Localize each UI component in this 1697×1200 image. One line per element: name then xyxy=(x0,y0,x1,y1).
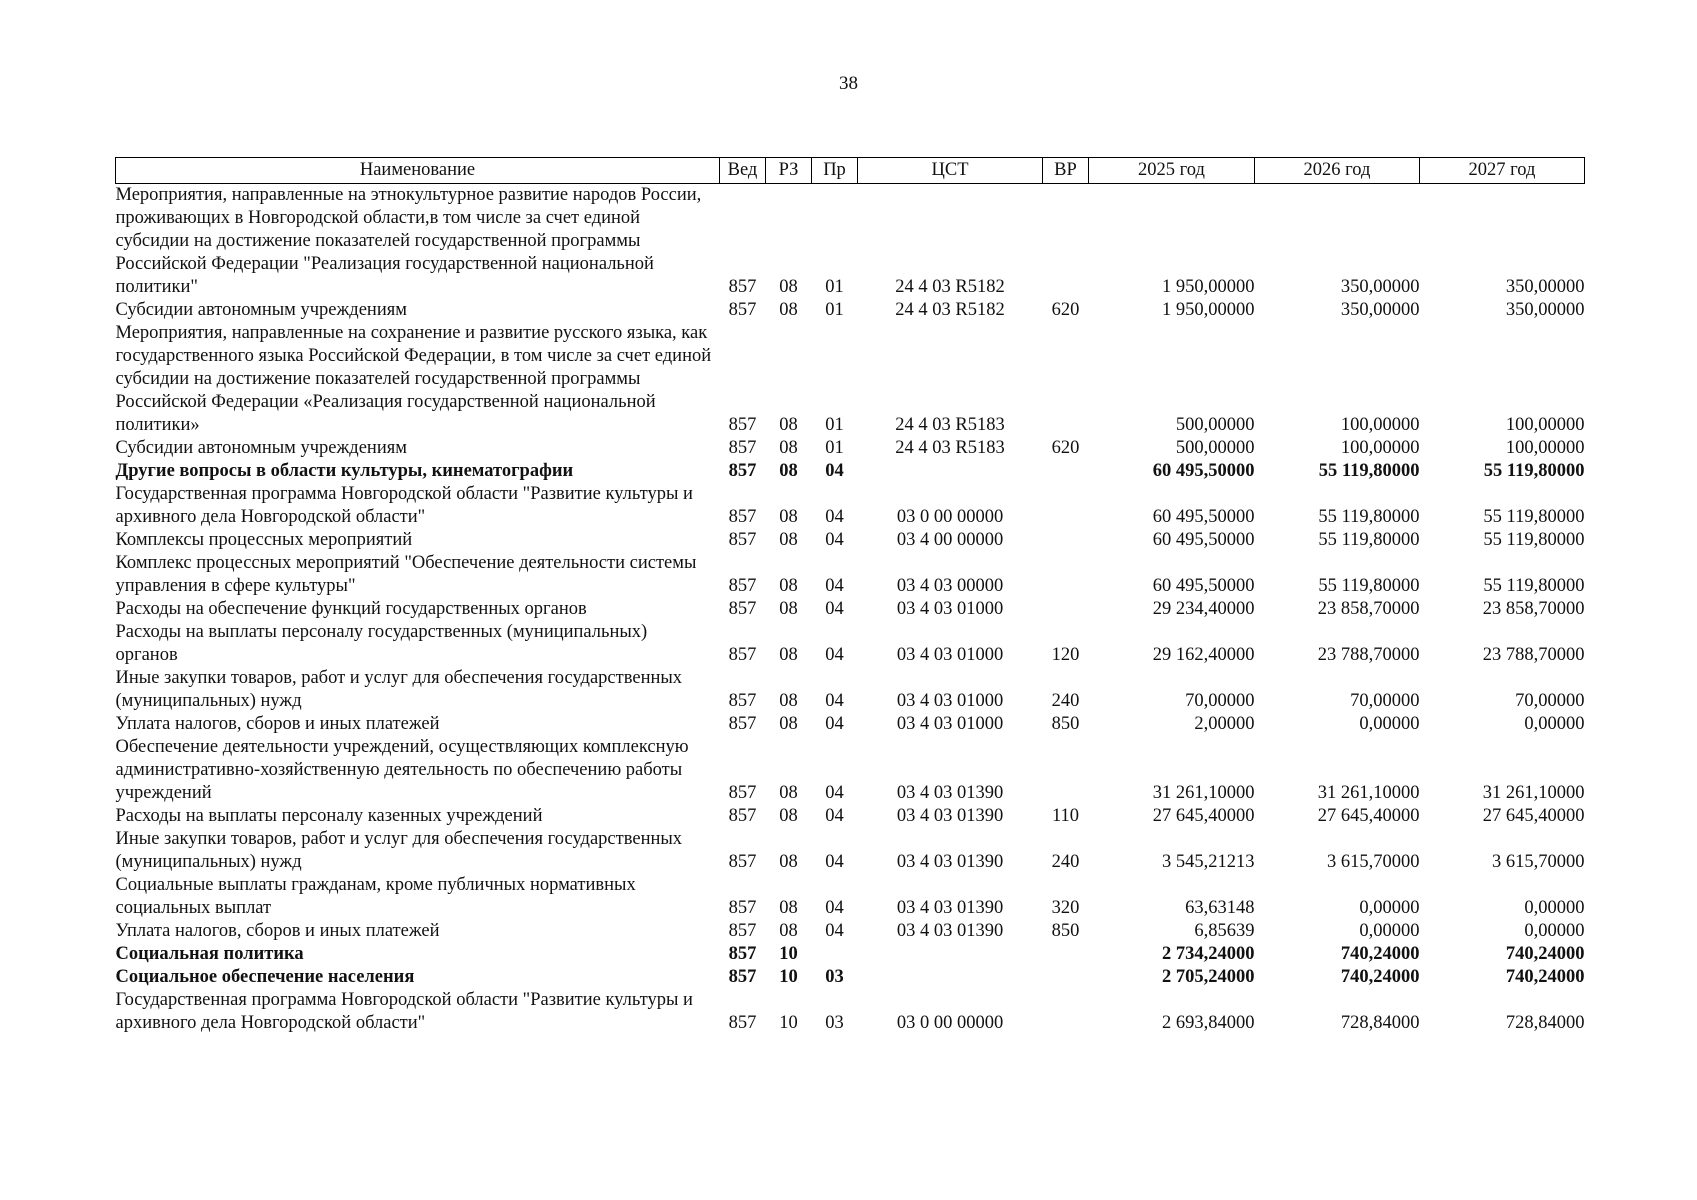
row-2025: 2 705,24000 xyxy=(1162,967,1255,987)
row-vr: 110 xyxy=(1051,806,1080,826)
row-name: Государственная программа Новгородской области "Развитие культуры и архивного дела Новгородской области" xyxy=(115,990,693,1033)
row-vr: 620 xyxy=(1051,300,1080,320)
table-row xyxy=(116,874,1585,920)
row-ved: 857 xyxy=(728,507,757,527)
row-rz: 10 xyxy=(779,967,798,987)
row-ved: 857 xyxy=(728,898,757,918)
row-name: Комплексы процессных мероприятий xyxy=(115,530,413,550)
row-cst: 24 4 03 R5183 xyxy=(895,438,1005,458)
row-2027: 740,24000 xyxy=(1505,944,1585,964)
row-ved: 857 xyxy=(728,438,757,458)
row-2026: 27 645,40000 xyxy=(1317,806,1420,826)
table-row xyxy=(116,667,1585,713)
row-pr: 01 xyxy=(825,438,844,458)
row-pr: 03 xyxy=(825,1013,844,1033)
row-vr: 240 xyxy=(1051,691,1080,711)
table-row xyxy=(116,184,1585,300)
row-name: Государственная программа Новгородской области "Развитие культуры и архивного дела Новгородской области" xyxy=(115,484,693,527)
table-row xyxy=(116,920,1585,943)
row-2026: 350,00000 xyxy=(1340,300,1420,320)
row-name: Расходы на выплаты персоналу казенных учреждений xyxy=(115,806,543,826)
row-pr: 04 xyxy=(825,852,844,872)
row-pr: 04 xyxy=(825,691,844,711)
row-cst: 03 0 00 00000 xyxy=(896,1013,1004,1033)
row-name: Социальное обеспечение населения xyxy=(115,967,415,987)
row-2026: 55 119,80000 xyxy=(1318,576,1420,596)
row-2026: 740,24000 xyxy=(1340,967,1420,987)
row-rz: 08 xyxy=(779,691,798,711)
row-ved: 857 xyxy=(728,645,757,665)
row-pr: 04 xyxy=(825,783,844,803)
row-2025: 29 234,40000 xyxy=(1152,599,1255,619)
row-pr: 04 xyxy=(825,530,844,550)
row-ved: 857 xyxy=(728,576,757,596)
row-vr: 120 xyxy=(1051,645,1080,665)
table-row xyxy=(116,989,1585,1035)
row-vr xyxy=(1043,943,1089,966)
row-pr: 01 xyxy=(825,277,844,297)
row-pr: 04 xyxy=(825,599,844,619)
row-2025: 6,85639 xyxy=(1194,921,1255,941)
row-cst: 03 4 03 01390 xyxy=(896,783,1004,803)
table-row xyxy=(116,966,1585,989)
row-pr: 04 xyxy=(825,714,844,734)
row-vr xyxy=(1043,736,1089,805)
row-2026: 350,00000 xyxy=(1340,277,1420,297)
budget-table xyxy=(115,157,1585,1035)
row-rz: 08 xyxy=(779,576,798,596)
row-2025: 27 645,40000 xyxy=(1152,806,1255,826)
table-row xyxy=(116,529,1585,552)
row-2027: 55 119,80000 xyxy=(1483,530,1585,550)
row-rz: 10 xyxy=(779,1013,798,1033)
row-rz: 08 xyxy=(779,438,798,458)
table-row xyxy=(116,621,1585,667)
row-cst: 03 4 03 01000 xyxy=(896,714,1004,734)
row-pr: 04 xyxy=(825,921,844,941)
row-rz: 08 xyxy=(779,300,798,320)
row-cst: 24 4 03 R5182 xyxy=(895,277,1005,297)
row-2025: 70,00000 xyxy=(1185,691,1255,711)
row-cst xyxy=(858,966,1043,989)
row-ved: 857 xyxy=(728,806,757,826)
table-header xyxy=(116,158,1585,184)
row-2026: 70,00000 xyxy=(1350,691,1420,711)
row-vr xyxy=(1043,598,1089,621)
table-row xyxy=(116,713,1585,736)
row-ved: 857 xyxy=(728,714,757,734)
row-name: Субсидии автономным учреждениям xyxy=(115,438,407,458)
header-rz: РЗ xyxy=(766,158,812,184)
row-name: Социальные выплаты гражданам, кроме публичных нормативных социальных выплат xyxy=(115,875,636,918)
row-vr: 850 xyxy=(1051,714,1080,734)
table-row xyxy=(116,483,1585,529)
row-2025: 1 950,00000 xyxy=(1162,277,1255,297)
row-vr xyxy=(1043,483,1089,529)
table-row xyxy=(116,437,1585,460)
row-vr xyxy=(1043,184,1089,300)
row-2027: 0,00000 xyxy=(1524,898,1585,918)
row-ved: 857 xyxy=(728,783,757,803)
row-vr xyxy=(1043,989,1089,1035)
header-pr: Пр xyxy=(812,158,858,184)
table-row xyxy=(116,805,1585,828)
row-ved: 857 xyxy=(728,277,757,297)
row-2026: 0,00000 xyxy=(1359,714,1420,734)
row-pr: 03 xyxy=(825,967,844,987)
row-name: Расходы на обеспечение функций государственных органов xyxy=(115,599,587,619)
row-rz: 08 xyxy=(779,530,798,550)
row-cst: 24 4 03 R5183 xyxy=(895,415,1005,435)
row-ved: 857 xyxy=(728,691,757,711)
row-rz: 08 xyxy=(779,714,798,734)
row-rz: 08 xyxy=(779,277,798,297)
row-rz: 08 xyxy=(779,921,798,941)
row-vr: 320 xyxy=(1051,898,1080,918)
row-cst xyxy=(858,943,1043,966)
row-pr: 01 xyxy=(825,415,844,435)
row-2026: 55 119,80000 xyxy=(1318,530,1420,550)
header-2025: 2025 год xyxy=(1089,158,1255,184)
row-cst xyxy=(858,460,1043,483)
row-rz: 10 xyxy=(779,944,798,964)
row-2027: 100,00000 xyxy=(1505,438,1585,458)
row-name: Уплата налогов, сборов и иных платежей xyxy=(115,714,440,734)
row-vr xyxy=(1043,966,1089,989)
row-2026: 55 119,80000 xyxy=(1318,507,1420,527)
row-2027: 55 119,80000 xyxy=(1483,507,1585,527)
row-2025: 3 545,21213 xyxy=(1162,852,1255,872)
table-row xyxy=(116,552,1585,598)
row-2026: 23 858,70000 xyxy=(1317,599,1420,619)
header-2027: 2027 год xyxy=(1420,158,1585,184)
table-body xyxy=(116,184,1585,1036)
row-2025: 1 950,00000 xyxy=(1162,300,1255,320)
row-pr: 04 xyxy=(825,806,844,826)
row-2027: 350,00000 xyxy=(1505,277,1585,297)
row-cst: 03 4 03 01000 xyxy=(896,645,1004,665)
row-rz: 08 xyxy=(779,507,798,527)
row-2026: 740,24000 xyxy=(1340,944,1420,964)
table-row xyxy=(116,828,1585,874)
row-2026: 728,84000 xyxy=(1340,1013,1420,1033)
row-2027: 23 788,70000 xyxy=(1482,645,1585,665)
row-vr: 240 xyxy=(1051,852,1080,872)
row-2027: 55 119,80000 xyxy=(1483,461,1585,481)
row-pr: 04 xyxy=(825,461,844,481)
row-2027: 55 119,80000 xyxy=(1483,576,1585,596)
row-ved: 857 xyxy=(728,921,757,941)
row-2025: 31 261,10000 xyxy=(1152,783,1255,803)
row-cst: 24 4 03 R5182 xyxy=(895,300,1005,320)
row-2027: 23 858,70000 xyxy=(1482,599,1585,619)
header-ved: Вед xyxy=(720,158,766,184)
row-rz: 08 xyxy=(779,645,798,665)
row-2026: 100,00000 xyxy=(1340,438,1420,458)
table-row xyxy=(116,598,1585,621)
table-row xyxy=(116,460,1585,483)
row-pr: 04 xyxy=(825,645,844,665)
row-2026: 0,00000 xyxy=(1359,898,1420,918)
table-row xyxy=(116,322,1585,437)
row-2025: 60 495,50000 xyxy=(1152,576,1255,596)
row-2025: 60 495,50000 xyxy=(1152,507,1255,527)
row-2027: 100,00000 xyxy=(1505,415,1585,435)
row-2025: 29 162,40000 xyxy=(1152,645,1255,665)
row-ved: 857 xyxy=(728,944,757,964)
row-cst: 03 4 03 01390 xyxy=(896,806,1004,826)
row-ved: 857 xyxy=(728,415,757,435)
row-rz: 08 xyxy=(779,415,798,435)
header-cst: ЦСТ xyxy=(858,158,1043,184)
row-2025: 63,63148 xyxy=(1185,898,1255,918)
row-2025: 2,00000 xyxy=(1194,714,1255,734)
row-vr xyxy=(1043,460,1089,483)
row-2027: 70,00000 xyxy=(1515,691,1585,711)
row-2026: 23 788,70000 xyxy=(1317,645,1420,665)
header-name: Наименование xyxy=(116,158,720,184)
row-vr xyxy=(1043,529,1089,552)
row-pr: 01 xyxy=(825,300,844,320)
row-2027: 728,84000 xyxy=(1505,1013,1585,1033)
header-2026: 2026 год xyxy=(1255,158,1420,184)
row-name: Обеспечение деятельности учреждений, осуществляющих комплексную административно-хозяйственную деятельность по обеспечению работы учреждений xyxy=(115,737,689,803)
row-name: Мероприятия, направленные на этнокультурное развитие народов России, проживающих в Новгородской области,в том числе за счет единой субсидии на достижение показателей государственной программы Российской Федерации "Реализация государственной национальной политики" xyxy=(115,185,702,297)
row-ved: 857 xyxy=(728,852,757,872)
row-rz: 08 xyxy=(779,599,798,619)
row-2026: 31 261,10000 xyxy=(1317,783,1420,803)
row-rz: 08 xyxy=(779,898,798,918)
row-ved: 857 xyxy=(728,599,757,619)
row-name: Комплекс процессных мероприятий "Обеспечение деятельности системы управления в сфере культуры" xyxy=(115,553,697,596)
row-2025: 60 495,50000 xyxy=(1152,530,1255,550)
row-rz: 08 xyxy=(779,806,798,826)
row-2025: 500,00000 xyxy=(1175,438,1255,458)
row-cst: 03 4 00 00000 xyxy=(896,530,1004,550)
row-2026: 55 119,80000 xyxy=(1318,461,1420,481)
header-vr: ВР xyxy=(1043,158,1089,184)
row-ved: 857 xyxy=(728,1013,757,1033)
row-ved: 857 xyxy=(728,530,757,550)
row-rz: 08 xyxy=(779,461,798,481)
row-name: Расходы на выплаты персоналу государственных (муниципальных) органов xyxy=(115,622,648,665)
table-row xyxy=(116,299,1585,322)
row-vr: 620 xyxy=(1051,438,1080,458)
row-name: Иные закупки товаров, работ и услуг для обеспечения государственных (муниципальных) нужд xyxy=(115,829,683,872)
row-2025: 500,00000 xyxy=(1175,415,1255,435)
row-pr: 04 xyxy=(825,898,844,918)
row-2027: 31 261,10000 xyxy=(1482,783,1585,803)
page-number: 38 xyxy=(839,73,858,94)
row-cst: 03 4 03 01390 xyxy=(896,852,1004,872)
row-2027: 350,00000 xyxy=(1505,300,1585,320)
row-name: Субсидии автономным учреждениям xyxy=(115,300,407,320)
row-vr xyxy=(1043,322,1089,437)
row-name: Другие вопросы в области культуры, кинематографии xyxy=(115,461,574,481)
row-pr xyxy=(812,943,858,966)
row-2026: 0,00000 xyxy=(1359,921,1420,941)
row-rz: 08 xyxy=(779,852,798,872)
row-2025: 2 734,24000 xyxy=(1162,944,1255,964)
row-cst: 03 4 03 00000 xyxy=(896,576,1004,596)
row-pr: 04 xyxy=(825,507,844,527)
row-vr xyxy=(1043,552,1089,598)
table-row xyxy=(116,943,1585,966)
row-2025: 60 495,50000 xyxy=(1152,461,1255,481)
row-cst: 03 4 03 01390 xyxy=(896,898,1004,918)
table-row xyxy=(116,736,1585,805)
row-2027: 740,24000 xyxy=(1505,967,1585,987)
row-2027: 0,00000 xyxy=(1524,714,1585,734)
row-2026: 100,00000 xyxy=(1340,415,1420,435)
row-ved: 857 xyxy=(728,300,757,320)
row-name: Уплата налогов, сборов и иных платежей xyxy=(115,921,440,941)
row-2025: 2 693,84000 xyxy=(1162,1013,1255,1033)
row-2027: 0,00000 xyxy=(1524,921,1585,941)
row-cst: 03 4 03 01000 xyxy=(896,691,1004,711)
row-name: Мероприятия, направленные на сохранение и развитие русского языка, как государственного языка Российской Федерации, в том числе за счет единой субсидии на достижение показателей государственной программы Российской Федерации «Реализация государственной национальной политики» xyxy=(115,323,712,435)
row-2027: 3 615,70000 xyxy=(1492,852,1585,872)
row-ved: 857 xyxy=(728,461,757,481)
row-cst: 03 4 03 01000 xyxy=(896,599,1004,619)
row-cst: 03 0 00 00000 xyxy=(896,507,1004,527)
row-2027: 27 645,40000 xyxy=(1482,806,1585,826)
row-pr: 04 xyxy=(825,576,844,596)
row-vr: 850 xyxy=(1051,921,1080,941)
row-name: Социальная политика xyxy=(115,944,304,964)
row-2026: 3 615,70000 xyxy=(1327,852,1420,872)
row-ved: 857 xyxy=(728,967,757,987)
row-name: Иные закупки товаров, работ и услуг для обеспечения государственных (муниципальных) нужд xyxy=(115,668,683,711)
row-rz: 08 xyxy=(779,783,798,803)
row-cst: 03 4 03 01390 xyxy=(896,921,1004,941)
